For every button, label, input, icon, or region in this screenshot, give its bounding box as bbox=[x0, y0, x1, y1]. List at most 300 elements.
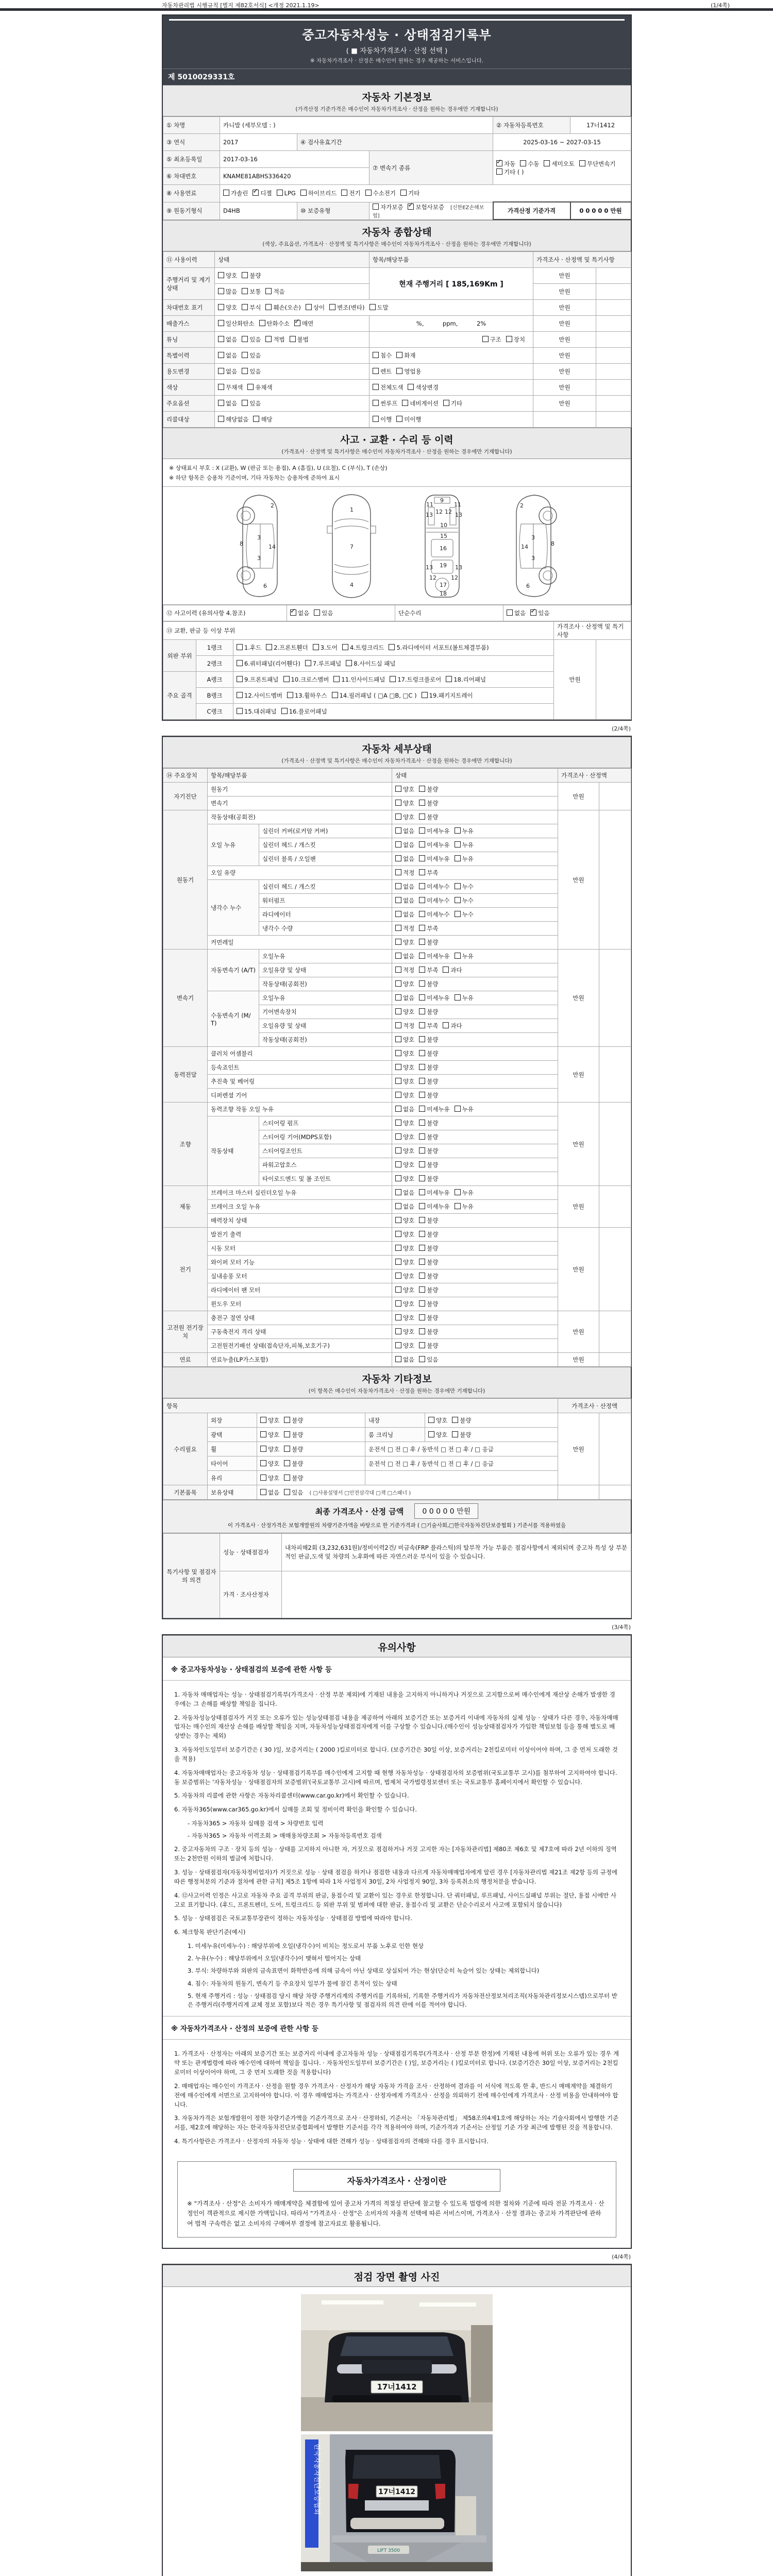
checkbox[interactable] bbox=[419, 1314, 425, 1320]
checkbox[interactable] bbox=[266, 644, 272, 650]
checkbox-option[interactable] bbox=[395, 1049, 414, 1058]
checkbox[interactable] bbox=[419, 827, 425, 834]
checkbox[interactable] bbox=[419, 1273, 425, 1279]
checkbox-option[interactable] bbox=[419, 1105, 449, 1113]
checkbox-option[interactable] bbox=[419, 952, 449, 960]
checkbox[interactable] bbox=[395, 1300, 401, 1307]
checkbox-option[interactable] bbox=[419, 1202, 449, 1211]
checkbox-option[interactable] bbox=[395, 1077, 414, 1086]
checkbox-option[interactable] bbox=[452, 1416, 471, 1425]
checkbox-option[interactable] bbox=[419, 1258, 438, 1266]
checkbox-option[interactable] bbox=[455, 841, 474, 849]
checkbox[interactable] bbox=[455, 1203, 461, 1209]
checkbox[interactable] bbox=[218, 320, 224, 326]
checkbox[interactable] bbox=[395, 1203, 401, 1209]
checkbox-option[interactable] bbox=[281, 707, 327, 716]
checkbox-option[interactable] bbox=[260, 1488, 279, 1497]
checkbox[interactable] bbox=[395, 814, 401, 820]
checkbox[interactable] bbox=[396, 352, 402, 358]
checkbox[interactable] bbox=[395, 786, 401, 792]
checkbox[interactable] bbox=[284, 1475, 290, 1481]
checkbox[interactable] bbox=[419, 1259, 425, 1265]
checkbox[interactable] bbox=[260, 1417, 266, 1423]
checkbox[interactable] bbox=[218, 400, 224, 406]
checkbox-option[interactable] bbox=[395, 841, 414, 849]
checkbox-option[interactable] bbox=[284, 1416, 303, 1425]
checkbox[interactable] bbox=[242, 352, 248, 358]
checkbox[interactable] bbox=[260, 1446, 266, 1452]
checkbox[interactable] bbox=[395, 1078, 401, 1084]
checkbox[interactable] bbox=[237, 660, 243, 666]
checkbox[interactable] bbox=[395, 994, 401, 1001]
checkbox[interactable] bbox=[284, 1489, 290, 1495]
checkbox-option[interactable] bbox=[419, 1272, 438, 1280]
checkbox-option[interactable] bbox=[395, 938, 414, 946]
checkbox-option[interactable] bbox=[396, 415, 421, 423]
checkbox[interactable] bbox=[419, 1147, 425, 1154]
checkbox-option[interactable] bbox=[455, 855, 474, 863]
checkbox[interactable] bbox=[419, 1106, 425, 1112]
checkbox-option[interactable] bbox=[419, 980, 438, 988]
checkbox-option[interactable] bbox=[218, 319, 255, 328]
checkbox[interactable] bbox=[482, 336, 489, 342]
checkbox-option[interactable] bbox=[247, 383, 272, 392]
checkbox[interactable] bbox=[342, 644, 348, 650]
checkbox-option[interactable] bbox=[218, 303, 237, 312]
checkbox[interactable] bbox=[242, 272, 248, 278]
checkbox-option[interactable] bbox=[290, 609, 309, 617]
checkbox[interactable] bbox=[314, 609, 320, 616]
checkbox[interactable] bbox=[395, 1273, 401, 1279]
checkbox[interactable] bbox=[395, 1022, 401, 1028]
checkbox[interactable] bbox=[284, 1446, 290, 1452]
checkbox[interactable] bbox=[373, 384, 379, 390]
checkbox-option[interactable] bbox=[419, 1216, 438, 1225]
checkbox-option[interactable] bbox=[419, 1119, 438, 1127]
checkbox[interactable] bbox=[455, 1106, 461, 1112]
checkbox[interactable] bbox=[419, 841, 425, 848]
checkbox[interactable] bbox=[253, 416, 259, 422]
checkbox-option[interactable] bbox=[530, 609, 549, 617]
checkbox-option[interactable] bbox=[446, 675, 486, 684]
checkbox[interactable] bbox=[237, 644, 243, 650]
checkbox-option[interactable] bbox=[419, 1300, 438, 1308]
checkbox-option[interactable] bbox=[395, 827, 414, 835]
checkbox[interactable] bbox=[419, 1217, 425, 1223]
checkbox[interactable] bbox=[419, 897, 425, 903]
checkbox-option[interactable] bbox=[284, 1431, 303, 1439]
checkbox[interactable] bbox=[455, 897, 461, 903]
checkbox-option[interactable] bbox=[455, 896, 474, 905]
checkbox-option[interactable] bbox=[284, 1460, 303, 1468]
checkbox[interactable] bbox=[419, 1342, 425, 1348]
checkbox[interactable] bbox=[242, 400, 248, 406]
checkbox[interactable] bbox=[218, 368, 224, 374]
checkbox[interactable] bbox=[419, 953, 425, 959]
checkbox-option[interactable] bbox=[400, 189, 419, 197]
checkbox-option[interactable] bbox=[218, 399, 237, 408]
checkbox-option[interactable] bbox=[419, 1091, 438, 1099]
checkbox-option[interactable] bbox=[260, 1416, 279, 1425]
checkbox-option[interactable] bbox=[332, 691, 417, 700]
checkbox-option[interactable] bbox=[419, 855, 449, 863]
checkbox-option[interactable] bbox=[496, 168, 524, 176]
checkbox[interactable] bbox=[419, 1078, 425, 1084]
checkbox-option[interactable] bbox=[395, 1161, 414, 1169]
checkbox-option[interactable] bbox=[277, 190, 296, 197]
checkbox-option[interactable] bbox=[396, 367, 421, 376]
checkbox-option[interactable] bbox=[395, 1342, 414, 1350]
checkbox[interactable] bbox=[419, 1286, 425, 1293]
checkbox-option[interactable] bbox=[253, 189, 272, 197]
checkbox-option[interactable] bbox=[283, 675, 329, 684]
checkbox-option[interactable] bbox=[419, 785, 438, 793]
checkbox[interactable] bbox=[395, 980, 401, 987]
checkbox[interactable] bbox=[395, 953, 401, 959]
checkbox[interactable] bbox=[408, 384, 414, 390]
checkbox[interactable] bbox=[446, 676, 452, 682]
checkbox-option[interactable] bbox=[242, 272, 261, 280]
checkbox[interactable] bbox=[452, 1417, 458, 1423]
checkbox-option[interactable] bbox=[284, 1445, 303, 1453]
checkbox-option[interactable] bbox=[218, 351, 237, 360]
checkbox[interactable] bbox=[300, 190, 307, 196]
checkbox[interactable] bbox=[395, 1342, 401, 1348]
checkbox-option[interactable] bbox=[242, 335, 261, 344]
checkbox-option[interactable] bbox=[395, 1091, 414, 1099]
checkbox[interactable] bbox=[284, 1460, 290, 1466]
checkbox-option[interactable] bbox=[395, 1272, 414, 1280]
checkbox-option[interactable] bbox=[443, 966, 462, 974]
checkbox-option[interactable] bbox=[419, 841, 449, 849]
checkbox[interactable] bbox=[579, 160, 585, 166]
checkbox[interactable] bbox=[395, 1133, 401, 1140]
checkbox[interactable] bbox=[395, 1175, 401, 1181]
checkbox[interactable] bbox=[419, 1300, 425, 1307]
checkbox-option[interactable] bbox=[329, 303, 364, 312]
checkbox[interactable] bbox=[422, 692, 428, 698]
checkbox[interactable] bbox=[260, 1489, 266, 1495]
checkbox-option[interactable] bbox=[300, 189, 337, 197]
checkbox-option[interactable] bbox=[419, 799, 438, 807]
checkbox[interactable] bbox=[237, 676, 243, 682]
checkbox-option[interactable] bbox=[579, 160, 616, 168]
checkbox[interactable] bbox=[507, 609, 513, 616]
checkbox[interactable] bbox=[419, 1036, 425, 1042]
checkbox[interactable] bbox=[247, 384, 254, 390]
checkbox[interactable] bbox=[313, 644, 319, 650]
checkbox-option[interactable] bbox=[419, 1161, 438, 1169]
checkbox-option[interactable] bbox=[419, 1036, 438, 1044]
checkbox[interactable] bbox=[395, 1050, 401, 1056]
checkbox[interactable] bbox=[395, 1259, 401, 1265]
checkbox-option[interactable] bbox=[396, 351, 415, 360]
checkbox[interactable] bbox=[443, 1022, 449, 1028]
checkbox-option[interactable] bbox=[395, 994, 414, 1002]
checkbox-option[interactable] bbox=[395, 1008, 414, 1016]
checkbox[interactable] bbox=[395, 855, 401, 861]
checkbox-option[interactable] bbox=[395, 1230, 414, 1239]
checkbox-option[interactable] bbox=[455, 1105, 474, 1113]
checkbox-option[interactable] bbox=[419, 1063, 438, 1072]
checkbox-option[interactable] bbox=[455, 910, 474, 919]
checkbox-option[interactable] bbox=[284, 1488, 303, 1497]
checkbox-option[interactable] bbox=[419, 1175, 438, 1183]
checkbox[interactable] bbox=[419, 980, 425, 987]
checkbox[interactable] bbox=[253, 190, 259, 196]
checkbox[interactable] bbox=[333, 676, 340, 682]
checkbox[interactable] bbox=[455, 994, 461, 1001]
checkbox-option[interactable] bbox=[395, 952, 414, 960]
checkbox[interactable] bbox=[218, 288, 224, 294]
checkbox-option[interactable] bbox=[419, 994, 449, 1002]
checkbox-option[interactable] bbox=[419, 1008, 438, 1016]
checkbox[interactable] bbox=[290, 609, 296, 616]
checkbox-option[interactable] bbox=[290, 335, 309, 344]
checkbox-option[interactable] bbox=[419, 910, 449, 919]
checkbox-option[interactable] bbox=[305, 659, 341, 668]
checkbox-option[interactable] bbox=[395, 1244, 414, 1252]
checkbox[interactable] bbox=[452, 1431, 458, 1437]
checkbox[interactable] bbox=[506, 336, 512, 342]
checkbox-option[interactable] bbox=[419, 1133, 438, 1141]
checkbox[interactable] bbox=[395, 883, 401, 889]
checkbox-option[interactable] bbox=[402, 399, 439, 408]
checkbox[interactable] bbox=[455, 827, 461, 834]
checkbox-option[interactable] bbox=[395, 1105, 414, 1113]
checkbox[interactable] bbox=[260, 1431, 266, 1437]
checkbox[interactable] bbox=[265, 336, 272, 342]
checkbox-option[interactable] bbox=[419, 966, 438, 974]
checkbox[interactable] bbox=[237, 708, 243, 714]
checkbox[interactable] bbox=[419, 1050, 425, 1056]
checkbox[interactable] bbox=[218, 272, 224, 278]
checkbox[interactable] bbox=[455, 855, 461, 861]
checkbox[interactable] bbox=[373, 352, 379, 358]
checkbox[interactable] bbox=[419, 1231, 425, 1237]
checkbox[interactable] bbox=[419, 786, 425, 792]
checkbox[interactable] bbox=[455, 841, 461, 848]
checkbox[interactable] bbox=[419, 1120, 425, 1126]
checkbox[interactable] bbox=[218, 384, 224, 390]
checkbox-option[interactable] bbox=[408, 383, 438, 392]
checkbox-option[interactable] bbox=[544, 160, 574, 168]
checkbox-option[interactable] bbox=[395, 1119, 414, 1127]
checkbox[interactable] bbox=[428, 1431, 434, 1437]
checkbox-option[interactable] bbox=[507, 609, 526, 617]
checkbox[interactable] bbox=[369, 304, 376, 310]
checkbox-option[interactable] bbox=[419, 1328, 438, 1336]
checkbox[interactable] bbox=[455, 883, 461, 889]
checkbox-option[interactable] bbox=[218, 367, 237, 376]
checkbox-option[interactable] bbox=[455, 994, 474, 1002]
checkbox[interactable] bbox=[395, 869, 401, 875]
checkbox-option[interactable] bbox=[218, 383, 243, 392]
checkbox[interactable] bbox=[277, 190, 283, 196]
checkbox[interactable] bbox=[496, 168, 502, 175]
checkbox-option[interactable] bbox=[260, 1445, 279, 1453]
checkbox-option[interactable] bbox=[218, 272, 237, 280]
checkbox-option[interactable] bbox=[419, 869, 438, 877]
checkbox-option[interactable] bbox=[428, 1416, 447, 1425]
checkbox-option[interactable] bbox=[452, 1431, 471, 1439]
checkbox[interactable] bbox=[443, 967, 449, 973]
checkbox[interactable] bbox=[419, 869, 425, 875]
checkbox-option[interactable] bbox=[395, 1286, 414, 1294]
checkbox-option[interactable] bbox=[260, 1474, 279, 1482]
checkbox[interactable] bbox=[395, 897, 401, 903]
checkbox[interactable] bbox=[305, 660, 311, 666]
checkbox-option[interactable] bbox=[419, 1230, 438, 1239]
checkbox-option[interactable] bbox=[373, 399, 397, 408]
checkbox-option[interactable] bbox=[395, 1133, 414, 1141]
checkbox-option[interactable] bbox=[455, 952, 474, 960]
checkbox-option[interactable] bbox=[390, 675, 441, 684]
checkbox-option[interactable] bbox=[259, 319, 290, 328]
checkbox[interactable] bbox=[373, 204, 379, 210]
checkbox-option[interactable] bbox=[422, 691, 473, 700]
checkbox[interactable] bbox=[218, 352, 224, 358]
checkbox-option[interactable] bbox=[314, 609, 333, 617]
checkbox-option[interactable] bbox=[419, 1189, 449, 1197]
checkbox-option[interactable] bbox=[265, 303, 300, 312]
checkbox[interactable] bbox=[242, 304, 248, 310]
checkbox[interactable] bbox=[419, 911, 425, 917]
checkbox-option[interactable] bbox=[395, 1022, 414, 1030]
checkbox[interactable] bbox=[395, 911, 401, 917]
checkbox[interactable] bbox=[395, 1356, 401, 1362]
checkbox[interactable] bbox=[329, 304, 335, 310]
checkbox-option[interactable] bbox=[260, 1460, 279, 1468]
checkbox-option[interactable] bbox=[443, 1022, 462, 1030]
checkbox[interactable] bbox=[443, 400, 449, 406]
checkbox[interactable] bbox=[306, 304, 312, 310]
checkbox-option[interactable] bbox=[506, 335, 525, 344]
checkbox-option[interactable] bbox=[395, 1300, 414, 1308]
checkbox-option[interactable] bbox=[395, 1216, 414, 1225]
checkbox[interactable] bbox=[455, 911, 461, 917]
checkbox[interactable] bbox=[218, 416, 224, 422]
checkbox[interactable] bbox=[395, 841, 401, 848]
checkbox-option[interactable] bbox=[428, 1431, 447, 1439]
checkbox[interactable] bbox=[395, 1161, 401, 1167]
checkbox-option[interactable] bbox=[365, 189, 396, 197]
checkbox-option[interactable] bbox=[373, 367, 392, 376]
checkbox-option[interactable] bbox=[369, 303, 389, 312]
checkbox[interactable] bbox=[530, 609, 536, 616]
checkbox-option[interactable] bbox=[395, 1189, 414, 1197]
checkbox-option[interactable] bbox=[242, 303, 261, 312]
checkbox-option[interactable] bbox=[242, 399, 261, 408]
checkbox-option[interactable] bbox=[395, 1036, 414, 1044]
checkbox[interactable] bbox=[428, 1417, 434, 1423]
checkbox-option[interactable] bbox=[266, 643, 308, 652]
checkbox-option[interactable] bbox=[408, 203, 444, 211]
checkbox-option[interactable] bbox=[395, 1147, 414, 1155]
checkbox-option[interactable] bbox=[419, 1342, 438, 1350]
checkbox[interactable] bbox=[419, 1092, 425, 1098]
checkbox-option[interactable] bbox=[419, 924, 438, 933]
checkbox-option[interactable] bbox=[294, 319, 313, 328]
checkbox[interactable] bbox=[242, 288, 248, 294]
checkbox-option[interactable] bbox=[419, 938, 438, 946]
checkbox-option[interactable] bbox=[395, 966, 414, 974]
checkbox-option[interactable] bbox=[520, 160, 539, 168]
checkbox[interactable] bbox=[419, 1161, 425, 1167]
checkbox-option[interactable] bbox=[419, 1355, 438, 1364]
checkbox-option[interactable] bbox=[284, 1474, 303, 1482]
checkbox-option[interactable] bbox=[242, 351, 261, 360]
checkbox[interactable] bbox=[284, 1431, 290, 1437]
checkbox[interactable] bbox=[346, 660, 352, 666]
checkbox-option[interactable] bbox=[313, 643, 338, 652]
checkbox[interactable] bbox=[419, 1175, 425, 1181]
checkbox-option[interactable] bbox=[242, 367, 261, 376]
checkbox[interactable] bbox=[290, 336, 296, 342]
checkbox[interactable] bbox=[389, 644, 395, 650]
checkbox-option[interactable] bbox=[419, 1244, 438, 1252]
checkbox[interactable] bbox=[395, 827, 401, 834]
checkbox-option[interactable] bbox=[373, 351, 392, 360]
checkbox[interactable] bbox=[419, 1133, 425, 1140]
checkbox-option[interactable] bbox=[455, 1189, 474, 1197]
checkbox-option[interactable] bbox=[237, 643, 261, 652]
checkbox[interactable] bbox=[395, 967, 401, 973]
checkbox-option[interactable] bbox=[443, 399, 462, 408]
checkbox[interactable] bbox=[390, 676, 396, 682]
checkbox-option[interactable] bbox=[242, 287, 261, 296]
checkbox[interactable] bbox=[373, 400, 379, 406]
checkbox[interactable] bbox=[419, 855, 425, 861]
checkbox-option[interactable] bbox=[395, 1314, 414, 1322]
checkbox[interactable] bbox=[218, 304, 224, 310]
checkbox-option[interactable] bbox=[455, 1202, 474, 1211]
checkbox-option[interactable] bbox=[237, 675, 279, 684]
checkbox-option[interactable] bbox=[395, 1355, 414, 1364]
checkbox-option[interactable] bbox=[260, 1431, 279, 1439]
checkbox[interactable] bbox=[287, 692, 293, 698]
checkbox[interactable] bbox=[395, 1092, 401, 1098]
checkbox-option[interactable] bbox=[419, 1022, 438, 1030]
checkbox[interactable] bbox=[260, 1460, 266, 1466]
checkbox[interactable] bbox=[419, 1203, 425, 1209]
checkbox-option[interactable] bbox=[373, 203, 403, 211]
checkbox-option[interactable] bbox=[253, 415, 272, 423]
checkbox-option[interactable] bbox=[395, 1175, 414, 1183]
checkbox-option[interactable] bbox=[455, 827, 474, 835]
checkbox[interactable] bbox=[419, 1245, 425, 1251]
checkbox[interactable] bbox=[395, 1064, 401, 1070]
checkbox-option[interactable] bbox=[419, 896, 449, 905]
checkbox-option[interactable] bbox=[223, 189, 248, 197]
checkbox-option[interactable] bbox=[419, 1286, 438, 1294]
checkbox[interactable] bbox=[260, 1475, 266, 1481]
checkbox-option[interactable] bbox=[373, 415, 392, 423]
checkbox-option[interactable] bbox=[395, 1328, 414, 1336]
checkbox-option[interactable] bbox=[373, 383, 403, 392]
checkbox-option[interactable] bbox=[482, 335, 501, 344]
checkbox-option[interactable] bbox=[237, 707, 277, 716]
checkbox[interactable] bbox=[332, 692, 338, 698]
checkbox[interactable] bbox=[395, 1147, 401, 1154]
checkbox-option[interactable] bbox=[237, 691, 282, 700]
checkbox-option[interactable] bbox=[265, 287, 284, 296]
checkbox-option[interactable] bbox=[395, 896, 414, 905]
checkbox[interactable] bbox=[419, 994, 425, 1001]
checkbox[interactable] bbox=[395, 1245, 401, 1251]
checkbox[interactable] bbox=[400, 190, 407, 196]
checkbox-option[interactable] bbox=[395, 980, 414, 988]
